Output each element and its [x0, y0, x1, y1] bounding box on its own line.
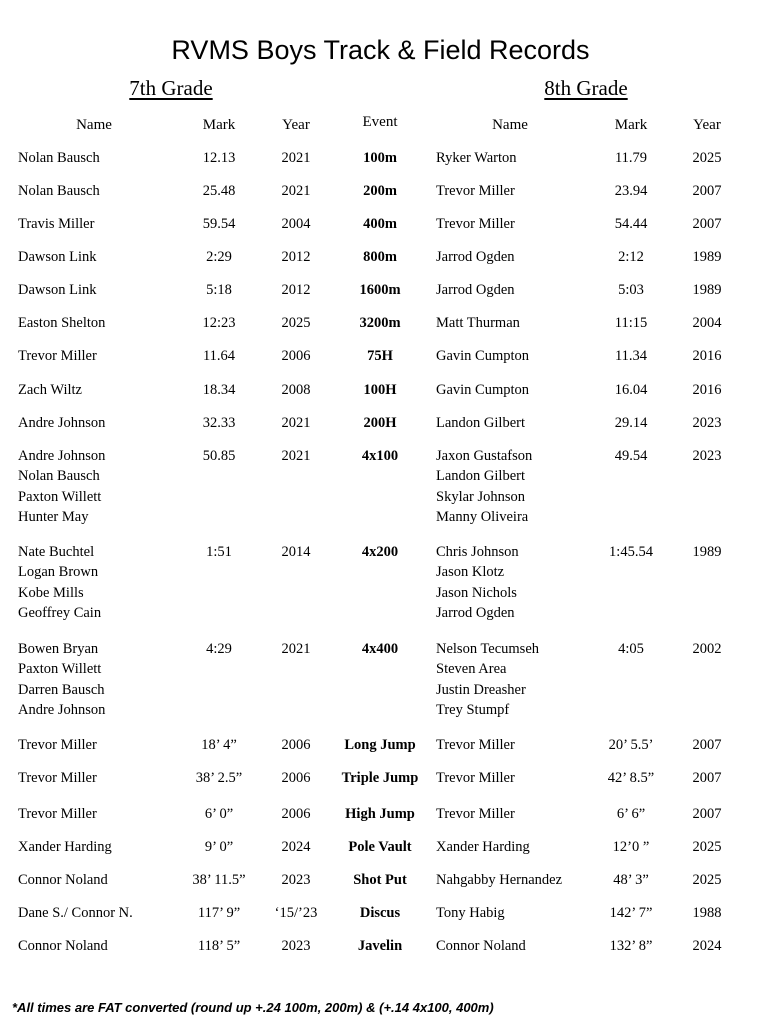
record-event: 4x400 — [361, 641, 399, 657]
record-7th-year: 2006 — [281, 770, 311, 786]
record-8th-mark: 11.34 — [614, 348, 648, 364]
record-7th-year: 2023 — [281, 872, 311, 888]
record-8th-name: Skylar Johnson — [436, 488, 526, 505]
record-8th-mark: 54.44 — [614, 216, 648, 232]
header-year-7: Year — [282, 117, 310, 133]
record-7th-mark: 6’ 0” — [204, 806, 234, 822]
record-8th-mark: 16.04 — [614, 382, 648, 398]
record-event: Long Jump — [344, 737, 416, 753]
record-8th-mark: 20’ 5.5’ — [608, 737, 654, 753]
record-7th-mark: 12:23 — [202, 315, 236, 331]
record-7th-name: Bowen Bryan — [18, 641, 99, 657]
record-7th-year: 2024 — [281, 839, 311, 855]
record-8th-year: 2007 — [692, 806, 722, 822]
record-7th-name: Dawson Link — [18, 282, 97, 298]
page-title: RVMS Boys Track & Field Records — [171, 35, 590, 65]
record-8th-year: 1989 — [692, 282, 722, 298]
record-event: 4x200 — [361, 544, 399, 560]
record-7th-mark: 38’ 2.5” — [195, 770, 243, 786]
record-7th-mark: 25.48 — [202, 183, 236, 199]
record-7th-year: 2006 — [281, 348, 311, 364]
record-8th-mark: 29.14 — [614, 415, 648, 431]
record-7th-name: Trevor Miller — [18, 348, 97, 364]
record-event: 400m — [363, 216, 397, 232]
record-8th-name: Landon Gilbert — [436, 468, 525, 485]
record-7th-name: Zach Wiltz — [18, 382, 82, 398]
record-event: 200m — [363, 183, 397, 199]
record-7th-year: 2012 — [281, 282, 311, 298]
record-8th-year: 2025 — [692, 839, 722, 855]
record-event: High Jump — [345, 806, 415, 822]
record-8th-mark: 48’ 3” — [613, 872, 649, 888]
record-8th-year: 2023 — [692, 415, 722, 431]
record-8th-mark: 4:05 — [618, 641, 644, 657]
record-8th-mark: 2:12 — [618, 249, 644, 265]
record-8th-mark: 12’0 ” — [612, 839, 650, 855]
record-8th-name: Steven Area — [436, 661, 507, 678]
record-event: Pole Vault — [348, 839, 412, 855]
record-7th-name: Dawson Link — [18, 249, 97, 265]
record-8th-name: Trevor Miller — [436, 806, 515, 822]
record-7th-mark: 59.54 — [202, 216, 236, 232]
footnote: *All times are FAT converted (round up +.24 100m, 200m) & (+.14 4x100, 400m) — [12, 1000, 494, 1015]
record-8th-name: Ryker Warton — [436, 150, 517, 166]
record-8th-year: 2007 — [692, 216, 722, 232]
record-8th-name: Tony Habig — [436, 905, 505, 921]
record-8th-mark: 11:15 — [614, 315, 648, 331]
record-event: Triple Jump — [341, 770, 419, 786]
record-event: 4x100 — [361, 448, 399, 464]
record-7th-name: Geoffrey Cain — [18, 605, 102, 622]
record-7th-year: 2008 — [281, 382, 311, 398]
grade8-heading: 8th Grade — [544, 76, 628, 100]
record-8th-mark: 132’ 8” — [609, 938, 653, 954]
record-7th-mark: 118’ 5” — [197, 938, 241, 954]
record-7th-year: 2021 — [281, 415, 311, 431]
record-8th-name: Xander Harding — [436, 839, 530, 855]
record-8th-year: 1989 — [692, 249, 722, 265]
record-7th-name: Travis Miller — [18, 216, 95, 232]
record-event: Shot Put — [353, 872, 407, 888]
record-7th-name: Trevor Miller — [18, 806, 97, 822]
record-8th-mark: 49.54 — [614, 448, 648, 464]
record-7th-name: Easton Shelton — [18, 315, 106, 331]
record-event: 75H — [367, 348, 393, 364]
record-7th-mark: 18’ 4” — [201, 737, 237, 753]
record-event: Discus — [359, 905, 401, 921]
record-7th-year: 2021 — [281, 641, 311, 657]
record-7th-year: 2014 — [281, 544, 311, 560]
record-7th-name: Nate Buchtel — [18, 544, 95, 560]
record-8th-year: 2025 — [692, 872, 722, 888]
record-8th-name: Jarrod Ogden — [436, 605, 515, 622]
record-7th-name: Andre Johnson — [18, 448, 106, 464]
record-8th-mark: 23.94 — [614, 183, 648, 199]
record-8th-mark: 6’ 6” — [616, 806, 646, 822]
record-7th-name: Connor Noland — [18, 872, 108, 888]
record-7th-name: Trevor Miller — [18, 737, 97, 753]
record-8th-year: 2002 — [692, 641, 722, 657]
header-name-8: Name — [492, 117, 528, 133]
header-mark-8: Mark — [614, 117, 648, 133]
record-8th-mark: 1:45.54 — [609, 544, 653, 560]
record-7th-mark: 117’ 9” — [197, 905, 241, 921]
record-8th-name: Nahgabby Hernandez — [436, 872, 563, 888]
record-8th-mark: 142’ 7” — [609, 905, 653, 921]
record-7th-year: 2021 — [281, 448, 311, 464]
record-8th-name: Gavin Cumpton — [436, 348, 530, 364]
record-8th-year: 2025 — [692, 150, 722, 166]
record-7th-year: 2004 — [281, 216, 311, 232]
record-7th-name: Andre Johnson — [18, 415, 106, 431]
header-year-8: Year — [693, 117, 721, 133]
header-name-7: Name — [76, 117, 112, 133]
record-7th-name: Logan Brown — [18, 564, 99, 581]
record-8th-year: 2007 — [692, 183, 722, 199]
record-7th-name: Nolan Bausch — [18, 468, 100, 485]
record-8th-year: 2024 — [692, 938, 722, 954]
record-7th-mark: 12.13 — [202, 150, 236, 166]
record-8th-name: Landon Gilbert — [436, 415, 525, 431]
record-7th-year: 2025 — [281, 315, 311, 331]
header-mark-7: Mark — [202, 117, 236, 133]
record-8th-name: Gavin Cumpton — [436, 382, 530, 398]
record-7th-name: Kobe Mills — [18, 584, 84, 601]
record-7th-name: Xander Harding — [18, 839, 112, 855]
record-8th-name: Justin Dreasher — [436, 681, 526, 698]
record-7th-name: Paxton Willett — [18, 488, 102, 505]
record-event: 100m — [363, 150, 397, 166]
record-7th-name: Andre Johnson — [18, 702, 106, 719]
grade7-heading: 7th Grade — [129, 76, 213, 100]
record-7th-mark: 9’ 0” — [204, 839, 234, 855]
record-8th-name: Jarrod Ogden — [436, 249, 515, 265]
record-event: 1600m — [359, 282, 401, 298]
record-event: Javelin — [357, 938, 403, 954]
record-8th-year: 2016 — [692, 382, 722, 398]
record-8th-name: Trey Stumpf — [436, 702, 510, 719]
record-7th-mark: 4:29 — [206, 641, 232, 657]
record-8th-year: 2007 — [692, 770, 722, 786]
record-7th-year: 2006 — [281, 806, 311, 822]
record-7th-mark: 38’ 11.5” — [192, 872, 246, 888]
record-8th-name: Nelson Tecumseh — [436, 641, 540, 657]
record-8th-year: 2004 — [692, 315, 722, 331]
record-8th-mark: 11.79 — [614, 150, 648, 166]
header-event: Event — [362, 114, 398, 130]
record-7th-mark: 1:51 — [206, 544, 232, 560]
record-event: 200H — [363, 415, 397, 431]
record-7th-year: 2023 — [281, 938, 311, 954]
record-7th-mark: 2:29 — [206, 249, 232, 265]
record-7th-mark: 18.34 — [202, 382, 236, 398]
record-8th-name: Manny Oliveira — [436, 509, 529, 526]
record-7th-mark: 11.64 — [202, 348, 236, 364]
record-7th-year: 2006 — [281, 737, 311, 753]
record-7th-name: Dane S./ Connor N. — [18, 905, 133, 921]
record-7th-year: 2021 — [281, 150, 311, 166]
record-8th-year: 2007 — [692, 737, 722, 753]
record-8th-year: 2016 — [692, 348, 722, 364]
record-7th-mark: 5:18 — [206, 282, 232, 298]
record-8th-name: Trevor Miller — [436, 216, 515, 232]
record-8th-year: 1988 — [692, 905, 722, 921]
record-8th-name: Trevor Miller — [436, 183, 515, 199]
record-7th-name: Paxton Willett — [18, 661, 102, 678]
record-8th-name: Jason Klotz — [436, 564, 505, 581]
record-7th-mark: 32.33 — [202, 415, 236, 431]
record-8th-mark: 5:03 — [618, 282, 644, 298]
record-8th-name: Chris Johnson — [436, 544, 519, 560]
record-8th-name: Jarrod Ogden — [436, 282, 515, 298]
record-7th-name: Connor Noland — [18, 938, 108, 954]
record-8th-name: Jason Nichols — [436, 584, 517, 601]
record-7th-name: Trevor Miller — [18, 770, 97, 786]
record-8th-name: Trevor Miller — [436, 770, 515, 786]
record-7th-year: ‘15/’23 — [274, 905, 318, 921]
record-7th-name: Nolan Bausch — [18, 150, 100, 166]
record-event: 800m — [363, 249, 397, 265]
record-8th-year: 1989 — [692, 544, 722, 560]
record-7th-year: 2021 — [281, 183, 311, 199]
record-7th-name: Hunter May — [18, 509, 89, 526]
record-8th-mark: 42’ 8.5” — [607, 770, 655, 786]
record-7th-year: 2012 — [281, 249, 311, 265]
record-8th-name: Connor Noland — [436, 938, 526, 954]
record-event: 3200m — [359, 315, 401, 331]
record-8th-name: Matt Thurman — [436, 315, 520, 331]
record-7th-mark: 50.85 — [202, 448, 236, 464]
record-7th-name: Nolan Bausch — [18, 183, 100, 199]
record-7th-name: Darren Bausch — [18, 681, 105, 698]
record-8th-name: Trevor Miller — [436, 737, 515, 753]
record-event: 100H — [363, 382, 397, 398]
record-8th-name: Jaxon Gustafson — [436, 448, 533, 464]
record-8th-year: 2023 — [692, 448, 722, 464]
